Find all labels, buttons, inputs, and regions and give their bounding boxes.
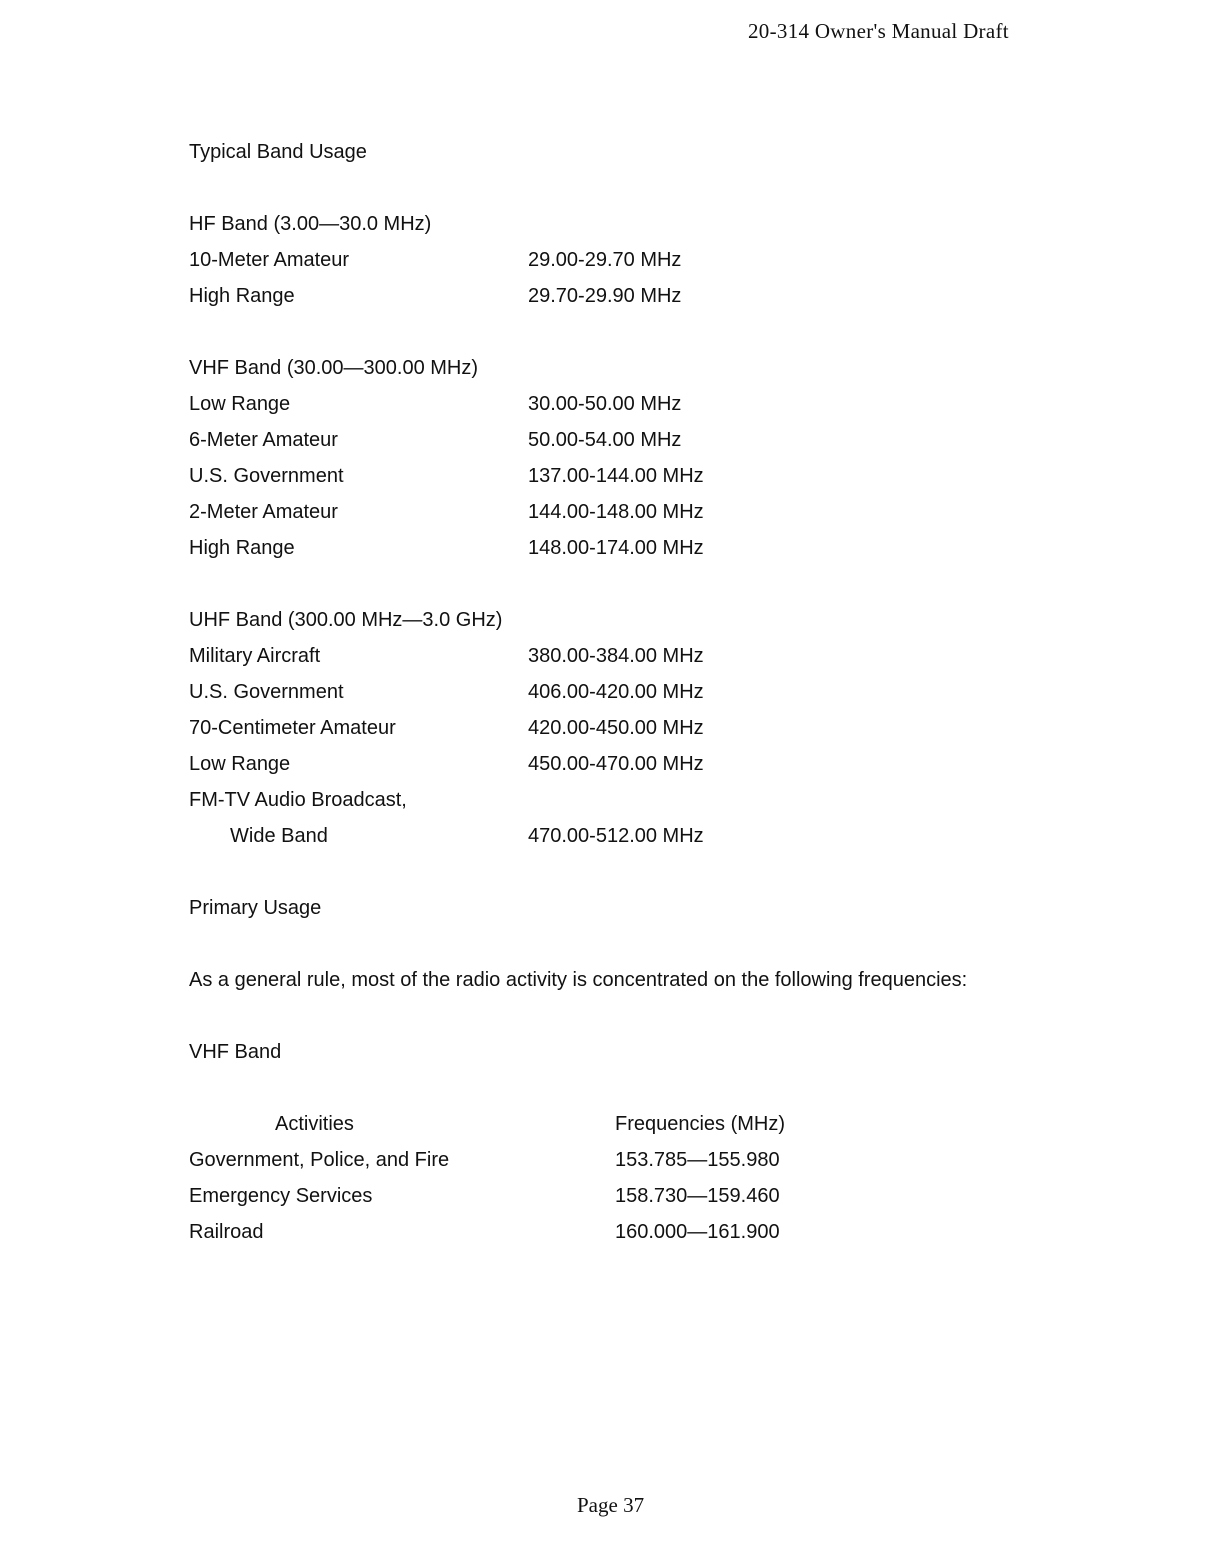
page-number: Page 37 bbox=[577, 1493, 645, 1517]
section-title-typical-band-usage bbox=[189, 139, 1089, 175]
vhf-band-heading bbox=[189, 355, 1089, 391]
band-row-value: 137.00-144.00 MHz bbox=[528, 465, 704, 487]
activity-cell: Government, Police, and Fire bbox=[189, 1149, 450, 1171]
band-row-value: 50.00-54.00 MHz bbox=[528, 429, 682, 451]
spacer bbox=[189, 859, 1089, 895]
band-heading: VHF Band bbox=[189, 1041, 282, 1063]
band-row-label: U.S. Government bbox=[189, 465, 344, 487]
band-row-value: 470.00-512.00 MHz bbox=[528, 825, 704, 847]
band-heading: UHF Band (300.00 MHz—3.0 GHz) bbox=[189, 609, 503, 631]
band-row bbox=[189, 715, 1089, 751]
band-row-label: FM-TV Audio Broadcast, bbox=[189, 789, 407, 811]
page-header: 20-314 Owner's Manual Draft bbox=[748, 19, 1009, 43]
band-row-value: 29.00-29.70 MHz bbox=[528, 249, 682, 271]
band-row bbox=[189, 535, 1089, 571]
spacer bbox=[189, 175, 1089, 211]
band-row bbox=[189, 643, 1089, 679]
band-row bbox=[189, 679, 1089, 715]
spacer bbox=[189, 1003, 1089, 1039]
paragraph bbox=[189, 967, 1089, 1003]
vhf-band-subtitle bbox=[189, 1039, 1089, 1075]
band-row-value: 380.00-384.00 MHz bbox=[528, 645, 704, 667]
band-row bbox=[189, 499, 1089, 535]
band-row bbox=[189, 283, 1089, 319]
spacer bbox=[189, 571, 1089, 607]
section-title-primary-usage bbox=[189, 895, 1089, 931]
band-row-value: 144.00-148.00 MHz bbox=[528, 501, 704, 523]
activity-cell: Emergency Services bbox=[189, 1185, 373, 1207]
spacer bbox=[189, 319, 1089, 355]
band-row-label: Military Aircraft bbox=[189, 645, 321, 667]
band-heading: HF Band (3.00—30.0 MHz) bbox=[189, 213, 432, 235]
document-body bbox=[189, 139, 1089, 1255]
table-row bbox=[189, 1183, 1089, 1219]
band-row-label: High Range bbox=[189, 285, 295, 307]
band-row-label: 10-Meter Amateur bbox=[189, 249, 350, 271]
band-row-value: 30.00-50.00 MHz bbox=[528, 393, 682, 415]
band-row-label: Low Range bbox=[189, 393, 291, 415]
band-heading: VHF Band (30.00—300.00 MHz) bbox=[189, 357, 479, 379]
band-row-value: 406.00-420.00 MHz bbox=[528, 681, 704, 703]
paragraph-text: As a general rule, most of the radio activity is concentrated on the following frequencies: bbox=[189, 969, 968, 991]
band-row bbox=[189, 391, 1089, 427]
band-row bbox=[189, 463, 1089, 499]
band-row-value: 420.00-450.00 MHz bbox=[528, 717, 704, 739]
hf-band-heading bbox=[189, 211, 1089, 247]
band-row bbox=[189, 427, 1089, 463]
band-row-value: 148.00-174.00 MHz bbox=[528, 537, 704, 559]
activity-cell: Railroad bbox=[189, 1221, 264, 1243]
table-row bbox=[189, 1147, 1089, 1183]
band-row bbox=[189, 751, 1089, 787]
frequency-cell: 158.730—159.460 bbox=[615, 1185, 780, 1207]
spacer bbox=[189, 931, 1089, 967]
frequency-cell: 153.785—155.980 bbox=[615, 1149, 780, 1171]
band-row-label: U.S. Government bbox=[189, 681, 344, 703]
band-row-label: Low Range bbox=[189, 753, 291, 775]
table-row bbox=[189, 1219, 1089, 1255]
band-row-label: 2-Meter Amateur bbox=[189, 501, 338, 523]
uhf-band-heading bbox=[189, 607, 1089, 643]
column-header-frequencies: Frequencies (MHz) bbox=[615, 1113, 786, 1135]
frequency-cell: 160.000—161.900 bbox=[615, 1221, 780, 1243]
table-header-row bbox=[189, 1111, 1089, 1147]
band-row-label: 70-Centimeter Amateur bbox=[189, 717, 396, 739]
band-row-value: 29.70-29.90 MHz bbox=[528, 285, 682, 307]
band-row-label: 6-Meter Amateur bbox=[189, 429, 338, 451]
column-header-activities: Activities bbox=[275, 1113, 354, 1135]
section-title: Typical Band Usage bbox=[189, 141, 367, 163]
band-row bbox=[189, 823, 1089, 859]
band-row bbox=[189, 247, 1089, 283]
spacer bbox=[189, 1075, 1089, 1111]
band-row-label: Wide Band bbox=[230, 825, 328, 847]
section-title: Primary Usage bbox=[189, 897, 322, 919]
band-row-value: 450.00-470.00 MHz bbox=[528, 753, 704, 775]
band-row-label: High Range bbox=[189, 537, 295, 559]
band-row bbox=[189, 787, 1089, 823]
